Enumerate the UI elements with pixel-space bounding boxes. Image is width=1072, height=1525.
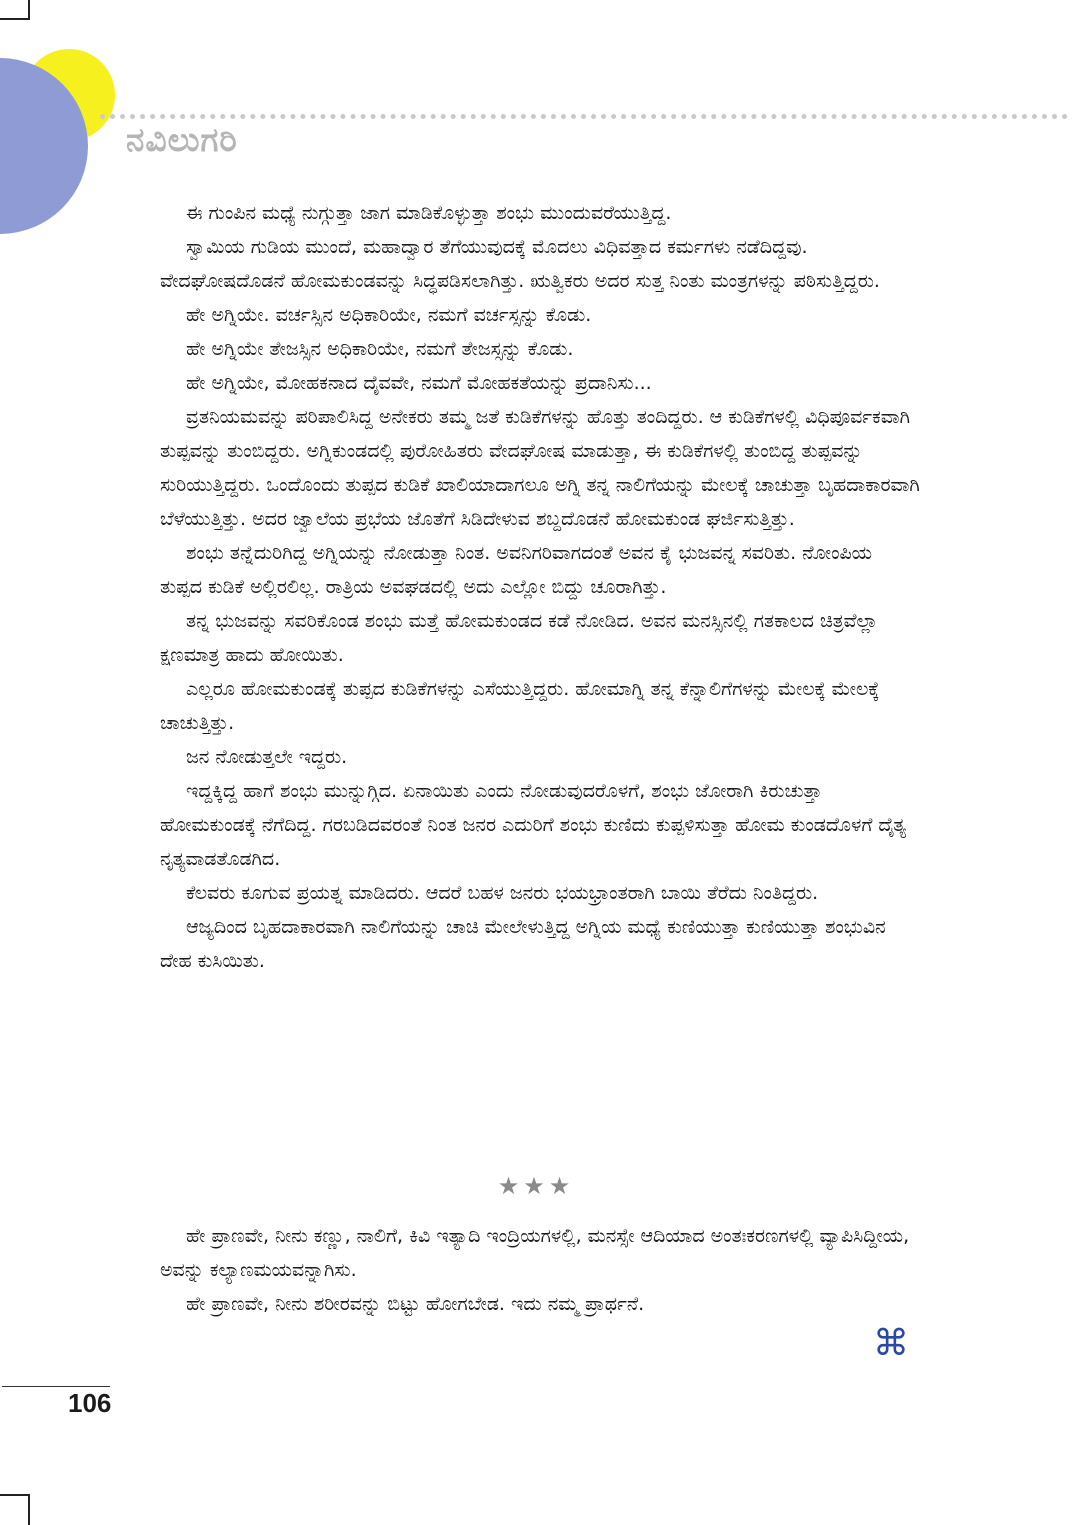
paragraph: ವ್ರತನಿಯಮವನ್ನು ಪರಿಪಾಲಿಸಿದ್ದ ಅನೇಕರು ತಮ್ಮ ಜತೆ ಕುಡಿಕೆಗಳನ್ನು ಹೊತ್ತು ತಂದಿದ್ದರು. ಆ ಕುಡಿಕೆಗಳಲ್ಲಿ ವಿಧಿಪೂರ್ವಕವಾಗಿ ತುಪ್ಪವನ್ನು ತುಂಬಿದ್ದರು. ಅಗ್ನಿಕುಂಡದಲ್ಲಿ ಪುರೋಹಿತರು ವೇದಘೋಷ ಮಾಡುತ್ತಾ, ಈ ಕುಡಿಕೆಗಳಲ್ಲಿ ತುಂಬಿದ್ದ ತುಪ್ಪವನ್ನು ಸುರಿಯುತ್ತಿದ್ದರು. ಒಂದೊಂದು ತುಪ್ಪದ ಕುಡಿಕೆ ಖಾಲಿಯಾದಾಗಲೂ ಅಗ್ನಿ ತನ್ನ ನಾಲಿಗೆಯನ್ನು ಮೇಲಕ್ಕೆ ಚಾಚುತ್ತಾ ಬೃಹದಾಕಾರವಾಗಿ ಬೆಳೆಯುತ್ತಿತ್ತು. ಅದರ ಜ್ವಾಲೆಯ ಪ್ರಭೆಯ ಜೊತೆಗೆ ಸಿಡಿದೇಳುವ ಶಬ್ದದೊಡನೆ ಹೋಮಕುಂಡ ಘರ್ಜಿಸುತ್ತಿತ್ತು. xyxy=(160,406,920,530)
paragraph: ಹೇ ಅಗ್ನಿಯೇ ತೇಜಸ್ಸಿನ ಅಧಿಕಾರಿಯೇ, ನಮಗೆ ತೇಜಸ್ಸನ್ನು ಕೊಡು. xyxy=(186,338,574,360)
prayer-block xyxy=(160,1219,920,1321)
paragraph: ಸ್ವಾಮಿಯ ಗುಡಿಯ ಮುಂದೆ, ಮಹಾದ್ವಾರ ತೆಗೆಯುವುದಕ್ಕೆ ಮೊದಲು ವಿಧಿವತ್ತಾದ ಕರ್ಮಗಳು ನಡೆದಿದ್ದವು. ವೇದಘೋಷದೊಡನೆ ಹೋಮಕುಂಡವನ್ನು ಸಿದ್ಧಪಡಿಸಲಾಗಿತ್ತು. ಋತ್ವಿಕರು ಅದರ ಸುತ್ತ ನಿಂತು ಮಂತ್ರಗಳನ್ನು ಪಠಿಸುತ್ತಿದ್ದರು. xyxy=(160,236,880,292)
crop-mark-bottom xyxy=(0,1494,30,1525)
paragraph: ಆಜ್ಯದಿಂದ ಬೃಹದಾಕಾರವಾಗಿ ನಾಲಿಗೆಯನ್ನು ಚಾಚಿ ಮೇಲೇಳುತ್ತಿದ್ದ ಅಗ್ನಿಯ ಮಧ್ಯೆ ಕುಣಿಯುತ್ತಾ ಕುಣಿಯುತ್ತಾ ಶಂಭುವಿನ ದೇಹ ಕುಸಿಯಿತು. xyxy=(160,916,886,972)
command-knot-icon: ⌘ xyxy=(873,1323,909,1364)
crop-mark-top xyxy=(0,0,30,20)
story-body xyxy=(160,196,920,978)
paragraph: ಶಂಭು ತನ್ನೆದುರಿಗಿದ್ದ ಅಗ್ನಿಯನ್ನು ನೋಡುತ್ತಾ ನಿಂತ. ಅವನಿಗರಿವಾಗದಂತೆ ಅವನ ಕೈ ಭುಜವನ್ನ ಸವರಿತು. ನೋಂಪಿಯ ತುಪ್ಪದ ಕುಡಿಕೆ ಅಲ್ಲಿರಲಿಲ್ಲ. ರಾತ್ರಿಯ ಅವಘಡದಲ್ಲಿ ಅದು ಎಲ್ಲೋ ಬಿದ್ದು ಚೂರಾಗಿತ್ತು. xyxy=(160,542,873,598)
prayer-paragraph: ಹೇ ಪ್ರಾಣವೇ, ನೀನು ಶರೀರವನ್ನು ಬಿಟ್ಟು ಹೋಗಬೇಡ. ಇದು ನಮ್ಮ ಪ್ರಾರ್ಥನೆ. xyxy=(186,1293,645,1315)
paragraph: ಎಲ್ಲರೂ ಹೋಮಕುಂಡಕ್ಕೆ ತುಪ್ಪದ ಕುಡಿಕೆಗಳನ್ನು ಎಸೆಯುತ್ತಿದ್ದರು. ಹೋಮಾಗ್ನಿ ತನ್ನ ಕೆನ್ನಾಲಿಗೆಗಳನ್ನು ಮೇಲಕ್ಕೆ ಮೇಲಕ್ಕೆ ಚಾಚುತ್ತಿತ್ತು. xyxy=(160,678,880,734)
page-number: 106 xyxy=(68,1388,112,1418)
paragraph: ಹೇ ಅಗ್ನಿಯೇ, ಮೋಹಕನಾದ ದೈವವೇ, ನಮಗೆ ಮೋಹಕತೆಯನ್ನು ಪ್ರದಾನಿಸು... xyxy=(186,372,652,394)
prayer-paragraph: ಹೇ ಪ್ರಾಣವೇ, ನೀನು ಕಣ್ಣು, ನಾಲಿಗೆ, ಕಿವಿ ಇತ್ಯಾದಿ ಇಂದ್ರಿಯಗಳಲ್ಲಿ, ಮನಸ್ಸೇ ಆದಿಯಾದ ಅಂತಃಕರಣಗಳಲ್ಲಿ ವ್ಯಾಪಿಸಿದ್ದೀಯ, ಅವನ್ನು ಕಲ್ಯಾಣಮಯವನ್ನಾಗಿಸು. xyxy=(160,1225,910,1281)
paragraph: ಇದ್ದಕ್ಕಿದ್ದ ಹಾಗೆ ಶಂಭು ಮುನ್ನುಗ್ಗಿದ. ಏನಾಯಿತು ಎಂದು ನೋಡುವುದರೊಳಗೆ, ಶಂಭು ಜೋರಾಗಿ ಕಿರುಚುತ್ತಾ ಹೋಮಕುಂಡಕ್ಕೆ ನೆಗೆದಿದ್ದ. ಗರಬಡಿದವರಂತೆ ನಿಂತ ಜನರ ಎದುರಿಗೆ ಶಂಭು ಕುಣಿದು ಕುಪ್ಪಳಿಸುತ್ತಾ ಹೋಮ ಕುಂಡದೊಳಗೆ ದೈತ್ಯ ನೃತ್ಯವಾಡತೊಡಗಿದ. xyxy=(160,780,907,870)
header-dotted-rule xyxy=(100,114,1068,119)
paragraph: ಕೆಲವರು ಕೂಗುವ ಪ್ರಯತ್ನ ಮಾಡಿದರು. ಆದರೆ ಬಹಳ ಜನರು ಭಯಭ್ರಾಂತರಾಗಿ ಬಾಯಿ ತೆರೆದು ನಿಂತಿದ್ದರು. xyxy=(186,882,819,904)
footer-rule xyxy=(2,1386,110,1387)
section-title: ನವಿಲುಗರಿ xyxy=(126,120,238,159)
paragraph: ತನ್ನ ಭುಜವನ್ನು ಸವರಿಕೊಂಡ ಶಂಭು ಮತ್ತೆ ಹೋಮಕುಂಡದ ಕಡೆ ನೋಡಿದ. ಅವನ ಮನಸ್ಸಿನಲ್ಲಿ ಗತಕಾಲದ ಚಿತ್ರವೆಲ್ಲಾ ಕ್ಷಣಮಾತ್ರ ಹಾದು ಹೋಯಿತು. xyxy=(160,610,878,666)
paragraph: ಈ ಗುಂಪಿನ ಮಧ್ಯೆ ನುಗ್ಗುತ್ತಾ ಜಾಗ ಮಾಡಿಕೊಳ್ಳುತ್ತಾ ಶಂಭು ಮುಂದುವರೆಯುತ್ತಿದ್ದ. xyxy=(186,202,672,224)
section-break-stars: ★★★ xyxy=(497,1172,575,1200)
paragraph: ಜನ ನೋಡುತ್ತಲೇ ಇದ್ದರು. xyxy=(186,746,348,768)
paragraph: ಹೇ ಅಗ್ನಿಯೇ. ವರ್ಚಸ್ಸಿನ ಅಧಿಕಾರಿಯೇ, ನಮಗೆ ವರ್ಚಸ್ಸನ್ನು ಕೊಡು. xyxy=(186,304,592,326)
